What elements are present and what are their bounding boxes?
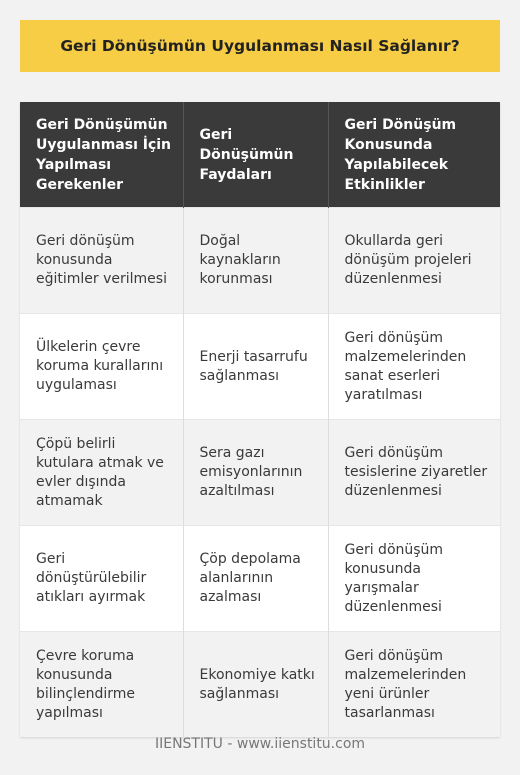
comparison-table — [20, 102, 500, 737]
footer-attribution: IIENSTITU - www.iienstitu.com — [154, 736, 366, 752]
table-cell: Sera gazı emisyonlarının azaltılması — [183, 420, 328, 526]
table-cell: Geri dönüştürülebilir atıkları ayırmak — [20, 526, 183, 632]
table-cell: Ekonomiye katkı sağlanması — [183, 632, 328, 738]
page-title: Geri Dönüşümün Uygulanması Nasıl Sağlanır? — [60, 37, 460, 55]
table-cell: Geri dönüşüm malzemelerinden yeni ürünler tasarlanması — [328, 632, 500, 738]
table-row — [20, 420, 500, 526]
table-row — [20, 208, 500, 314]
table-header-row — [20, 102, 500, 208]
table-row — [20, 632, 500, 738]
table-cell: Doğal kaynakların korunması — [183, 208, 328, 314]
table-row — [20, 526, 500, 632]
table-cell: Çöpü belirli kutulara atmak ve evler dışında atmamak — [20, 420, 183, 526]
table-cell: Geri dönüşüm konusunda eğitimler verilmesi — [20, 208, 183, 314]
column-header-benefits: Geri Dönüşümün Faydaları — [183, 102, 328, 208]
column-header-requirements: Geri Dönüşümün Uygulanması İçin Yapılması Gerekenler — [20, 102, 183, 208]
title-banner — [20, 20, 500, 72]
table-cell: Geri dönüşüm tesislerine ziyaretler düzenlenmesi — [328, 420, 500, 526]
table-cell: Enerji tasarrufu sağlanması — [183, 314, 328, 420]
table-cell: Çevre koruma konusunda bilinçlendirme yapılması — [20, 632, 183, 738]
table-cell: Ülkelerin çevre koruma kurallarını uygulaması — [20, 314, 183, 420]
table-cell: Geri dönüşüm konusunda yarışmalar düzenlenmesi — [328, 526, 500, 632]
table-cell: Geri dönüşüm malzemelerinden sanat eserleri yaratılması — [328, 314, 500, 420]
table-cell: Okullarda geri dönüşüm projeleri düzenlenmesi — [328, 208, 500, 314]
column-header-activities: Geri Dönüşüm Konusunda Yapılabilecek Etkinlikler — [328, 102, 500, 208]
table-row — [20, 314, 500, 420]
table-cell: Çöp depolama alanlarının azalması — [183, 526, 328, 632]
comparison-table-container — [20, 102, 500, 737]
